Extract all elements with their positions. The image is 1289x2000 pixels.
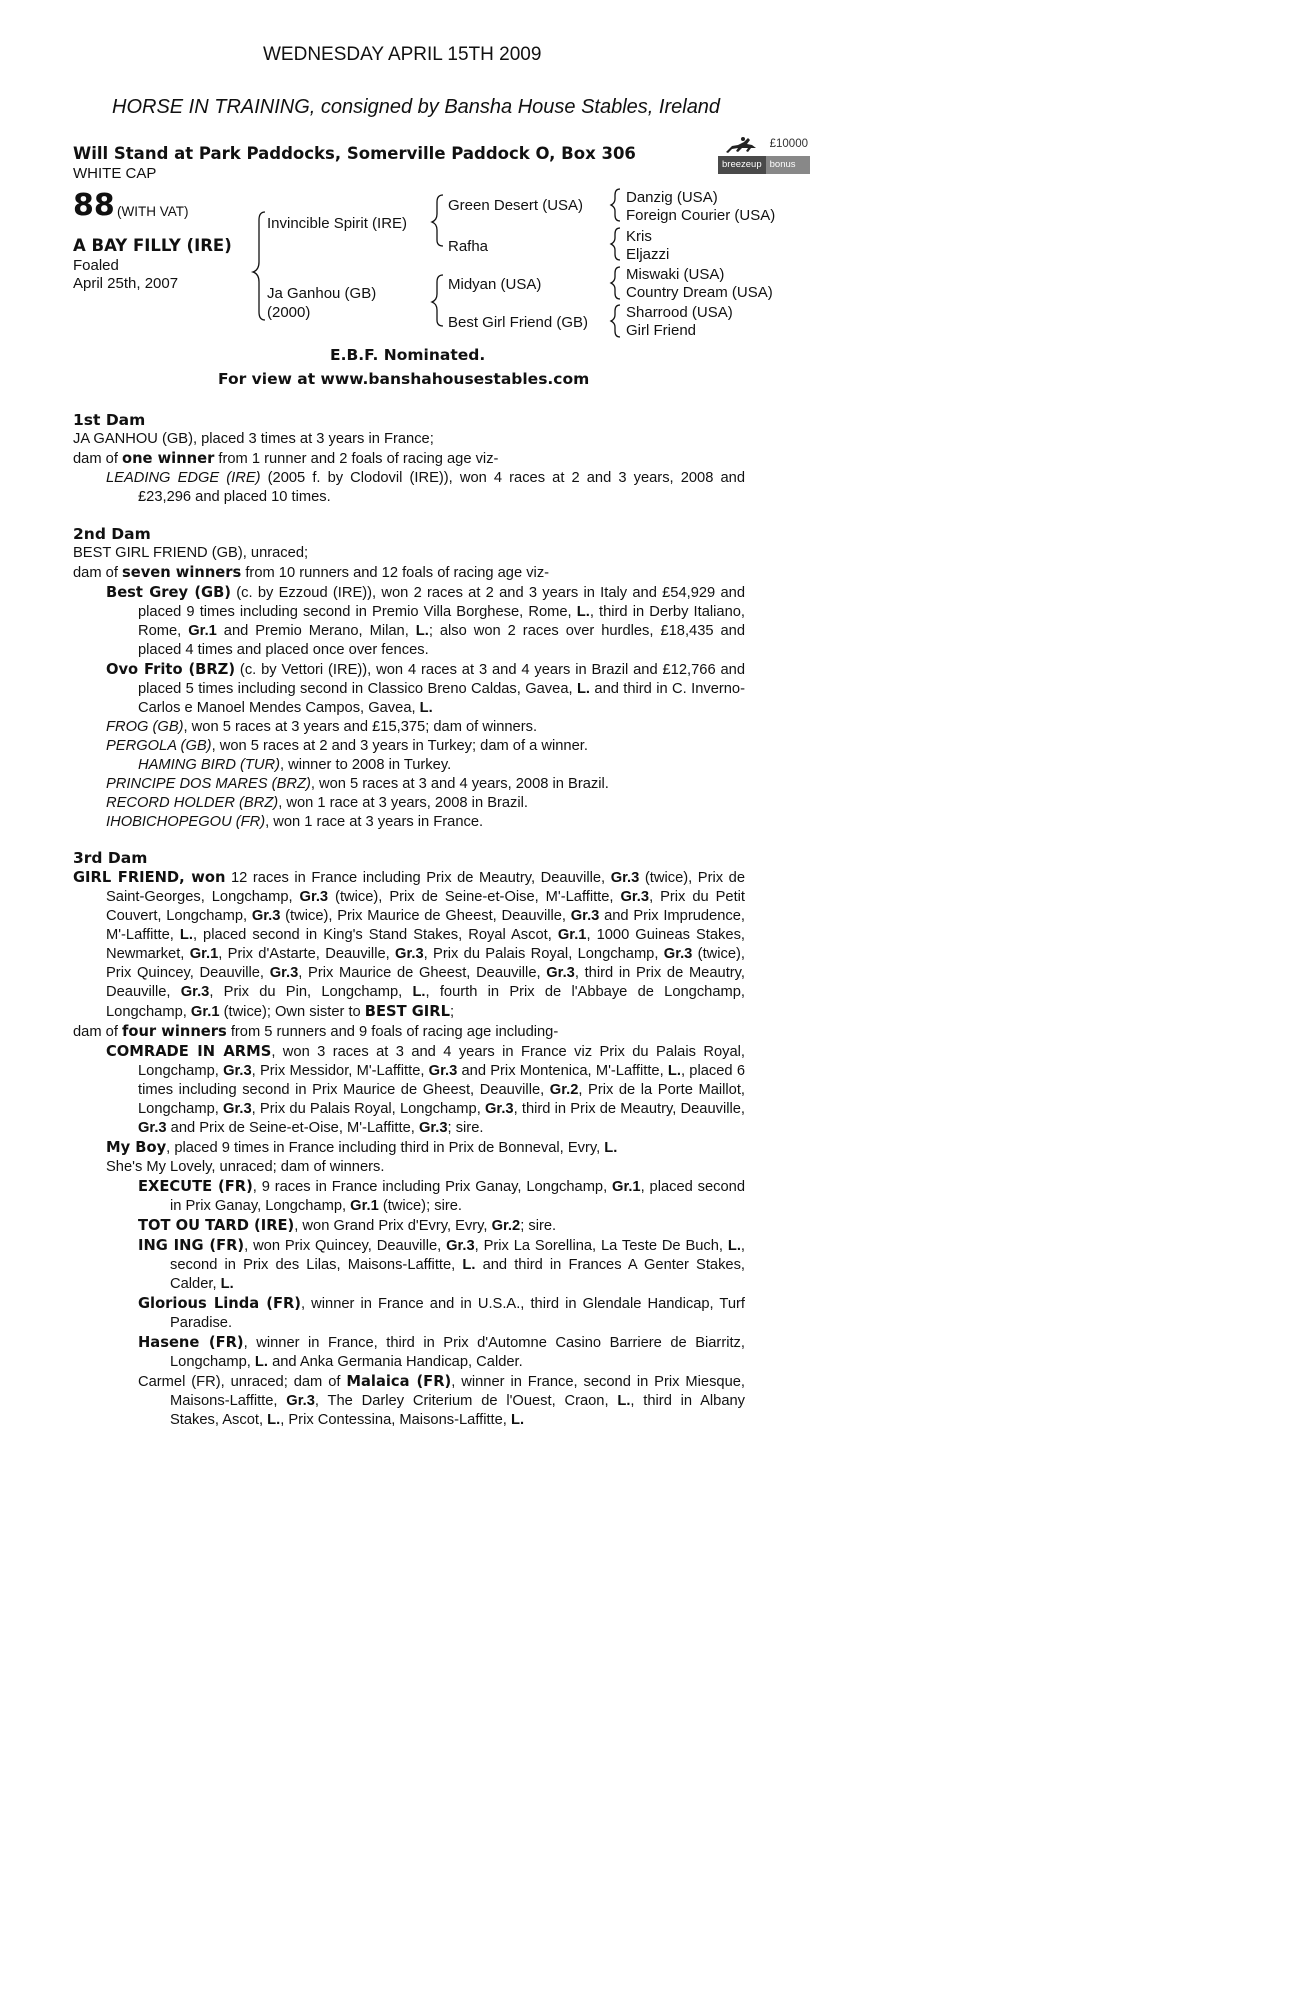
badge-bonus: bonus [766,156,810,174]
entry-frog: FROG (GB), won 5 races at 3 years and £15,375; dam of winners. [106,719,538,735]
dam-sire: Midyan (USA) [448,276,542,293]
ancestor-6: Country Dream (USA) [626,284,773,301]
entry-comrade-in-arms: COMRADE IN ARMS, won 3 races at 3 and 4 years in France viz Prix du Palais Royal, Longchamp, Gr.3, Prix Messidor, M'-Laffitte, Gr.3 and Prix Montenica, M'-Laffitte, L., placed 6 times including second in Prix Maurice de Gheest, Deauville, Gr.2, Prix de la Porte Maillot, Longchamp, Gr.3, Prix du Palais Royal, Longchamp, Gr.3, third in Prix de Meautry, Deauville, Gr.3 and Prix de Seine-et-Oise, M'-Laffitte, Gr.3; sire. [106,1043,746,1136]
second-dam-produce: dam of seven winners from 10 runners and 12 foals of racing age viz- [73,564,550,581]
dam-line2: (2000) [267,304,311,321]
first-dam-entry: LEADING EDGE (IRE) (2005 f. by Clodovil (IRE)), won 4 races at 2 and 3 years, 2008 and £23,296 and placed 10 times. [106,470,745,505]
ancestor-1: Danzig (USA) [626,189,718,206]
second-dam-line: BEST GIRL FRIEND (GB), unraced; [73,545,309,561]
third-dam-heading: 3rd Dam [73,849,148,867]
entry-ing-ing: ING ING (FR), won Prix Quincey, Deauville, Gr.3, Prix La Sorellina, La Teste De Buch, L., second in Prix des Lilas, Maisons-Laffitte, L. and third in Frances A Genter Stakes, Calder, L. [138,1237,746,1292]
entry-record-holder: RECORD HOLDER (BRZ), won 1 race at 3 years, 2008 in Brazil. [106,795,529,811]
entry-ihobichopegou: IHOBICHOPEGOU (FR), won 1 race at 3 years in France. [106,814,484,830]
entry-my-boy: My Boy, placed 9 times in France including third in Prix de Bonneval, Evry, L. [106,1139,618,1156]
ancestor-5: Miswaki (USA) [626,266,725,283]
second-dam-heading: 2nd Dam [73,525,151,543]
consignment-line: HORSE IN TRAINING, consigned by Bansha House Stables, Ireland [112,96,721,118]
sire: Invincible Spirit (IRE) [267,215,408,232]
entry-haming-bird: HAMING BIRD (TUR), winner to 2008 in Turkey. [138,757,452,773]
entry-execute: EXECUTE (FR), 9 races in France including Prix Ganay, Longchamp, Gr.1, placed second in Prix Ganay, Longchamp, Gr.1 (twice); sire. [138,1178,746,1214]
entry-shes-my-lovely: She's My Lovely, unraced; dam of winners. [106,1159,385,1175]
bonus-amount: £10000 [769,138,808,150]
ancestor-7: Sharrood (USA) [626,304,733,321]
entry-tot-ou-tard: TOT OU TARD (IRE), won Grand Prix d'Evry, Evry, Gr.2; sire. [138,1217,557,1234]
first-dam-section [73,411,745,507]
ancestor-4: Eljazzi [626,246,670,263]
first-dam-produce: dam of one winner from 1 runner and 2 foals of racing age viz- [73,450,499,467]
entry-ovo-frito: Ovo Frito (BRZ) (c. by Vettori (IRE)), won 4 races at 3 and 4 years in Brazil and £12,766 and placed 5 times including second in Classico Breno Caldas, Gavea, L. and third in C. Inverno-Carlos e Manoel Mendes Campos, Gavea, L. [106,661,745,716]
dam-dam: Best Girl Friend (GB) [448,314,589,331]
entry-glorious-linda: Glorious Linda (FR), winner in France and in U.S.A., third in Glendale Handicap, Turf Paradise. [138,1295,745,1331]
foaled-label: Foaled [73,257,119,274]
horse-description: A BAY FILLY (IRE) [73,236,232,255]
entry-carmel: Carmel (FR), unraced; dam of Malaica (FR), winner in France, second in Prix Miesque, Maisons-Laffitte, Gr.3, The Darley Criterium de l'Ouest, Craon, L., third in Albany Stakes, Ascot, L., Prix Contessina, Maisons-Laffitte, L. [138,1373,745,1428]
entry-pergola: PERGOLA (GB), won 5 races at 2 and 3 years in Turkey; dam of a winner. [106,738,588,754]
third-dam-section [73,849,745,1430]
second-dam-section [73,525,745,832]
entry-hasene: Hasene (FR), winner in France, third in Prix d'Automne Casino Barriere de Biarritz, Longchamp, L. and Anka Germania Handicap, Calder. [138,1334,745,1370]
foaled-date: April 25th, 2007 [73,275,179,292]
entry-best-grey: Best Grey (GB) (c. by Ezzoud (IRE)), won 2 races at 2 and 3 years in Italy and £54,929 and placed 9 times including second in Premio Villa Borghese, Rome, L., third in Derby Italiano, Rome, Gr.1 and Premio Merano, Milan, L.; also won 2 races over hurdles, £18,435 and placed 4 times and placed once over fences. [106,584,746,658]
ancestor-3: Kris [626,228,652,245]
ancestor-8: Girl Friend [626,322,697,339]
vat-note: (WITH VAT) [117,204,189,219]
first-dam-line: JA GANHOU (GB), placed 3 times at 3 years in France; [73,431,434,447]
sale-date: WEDNESDAY APRIL 15TH 2009 [263,44,542,65]
dam-line1: Ja Ganhou (GB) [267,285,377,302]
ebf-note: E.B.F. Nominated. [330,346,486,364]
stabling-location: Will Stand at Park Paddocks, Somerville Paddock O, Box 306 [73,144,636,163]
entry-principe: PRINCIPE DOS MARES (BRZ), won 5 races at 3 and 4 years, 2008 in Brazil. [106,776,609,792]
badge-breezeup: breezeup [718,156,766,174]
entry-girl-friend: GIRL FRIEND, won 12 races in France including Prix de Meautry, Deauville, Gr.3 (twice), Prix de Saint-Georges, Longchamp, Gr.3 (twice), Prix de Seine-et-Oise, M'-Laffitte, Gr.3, Prix du Petit Couvert, Longchamp, Gr.3 (twice), Prix Maurice de Gheest, Deauville, Gr.3 and Prix Imprudence, M'-Laffitte, L., placed second in King's Stand Stakes, Royal Ascot, Gr.1, 1000 Guineas Stakes, Newmarket, Gr.1, Prix d'Astarte, Deauville, Gr.3, Prix du Palais Royal, Longchamp, Gr.3 (twice), Prix Quincey, Deauville, Gr.3, Prix Maurice de Gheest, Deauville, Gr.3, third in Prix de Meautry, Deauville, Gr.3, Prix du Pin, Longchamp, L., fourth in Prix de l'Abbaye de Longchamp, Longchamp, Gr.1 (twice); Own sister to BEST GIRL; [73,869,746,1020]
cap-colour: WHITE CAP [73,165,157,182]
first-dam-heading: 1st Dam [73,411,146,429]
lot-number: 88 [73,188,115,223]
third-dam-produce: dam of four winners from 5 runners and 9 foals of racing age including- [73,1023,559,1040]
sire-sire: Green Desert (USA) [448,197,584,214]
view-note: For view at www.banshahousestables.com [218,370,590,388]
sire-dam: Rafha [448,238,489,255]
ancestor-2: Foreign Courier (USA) [626,207,776,224]
